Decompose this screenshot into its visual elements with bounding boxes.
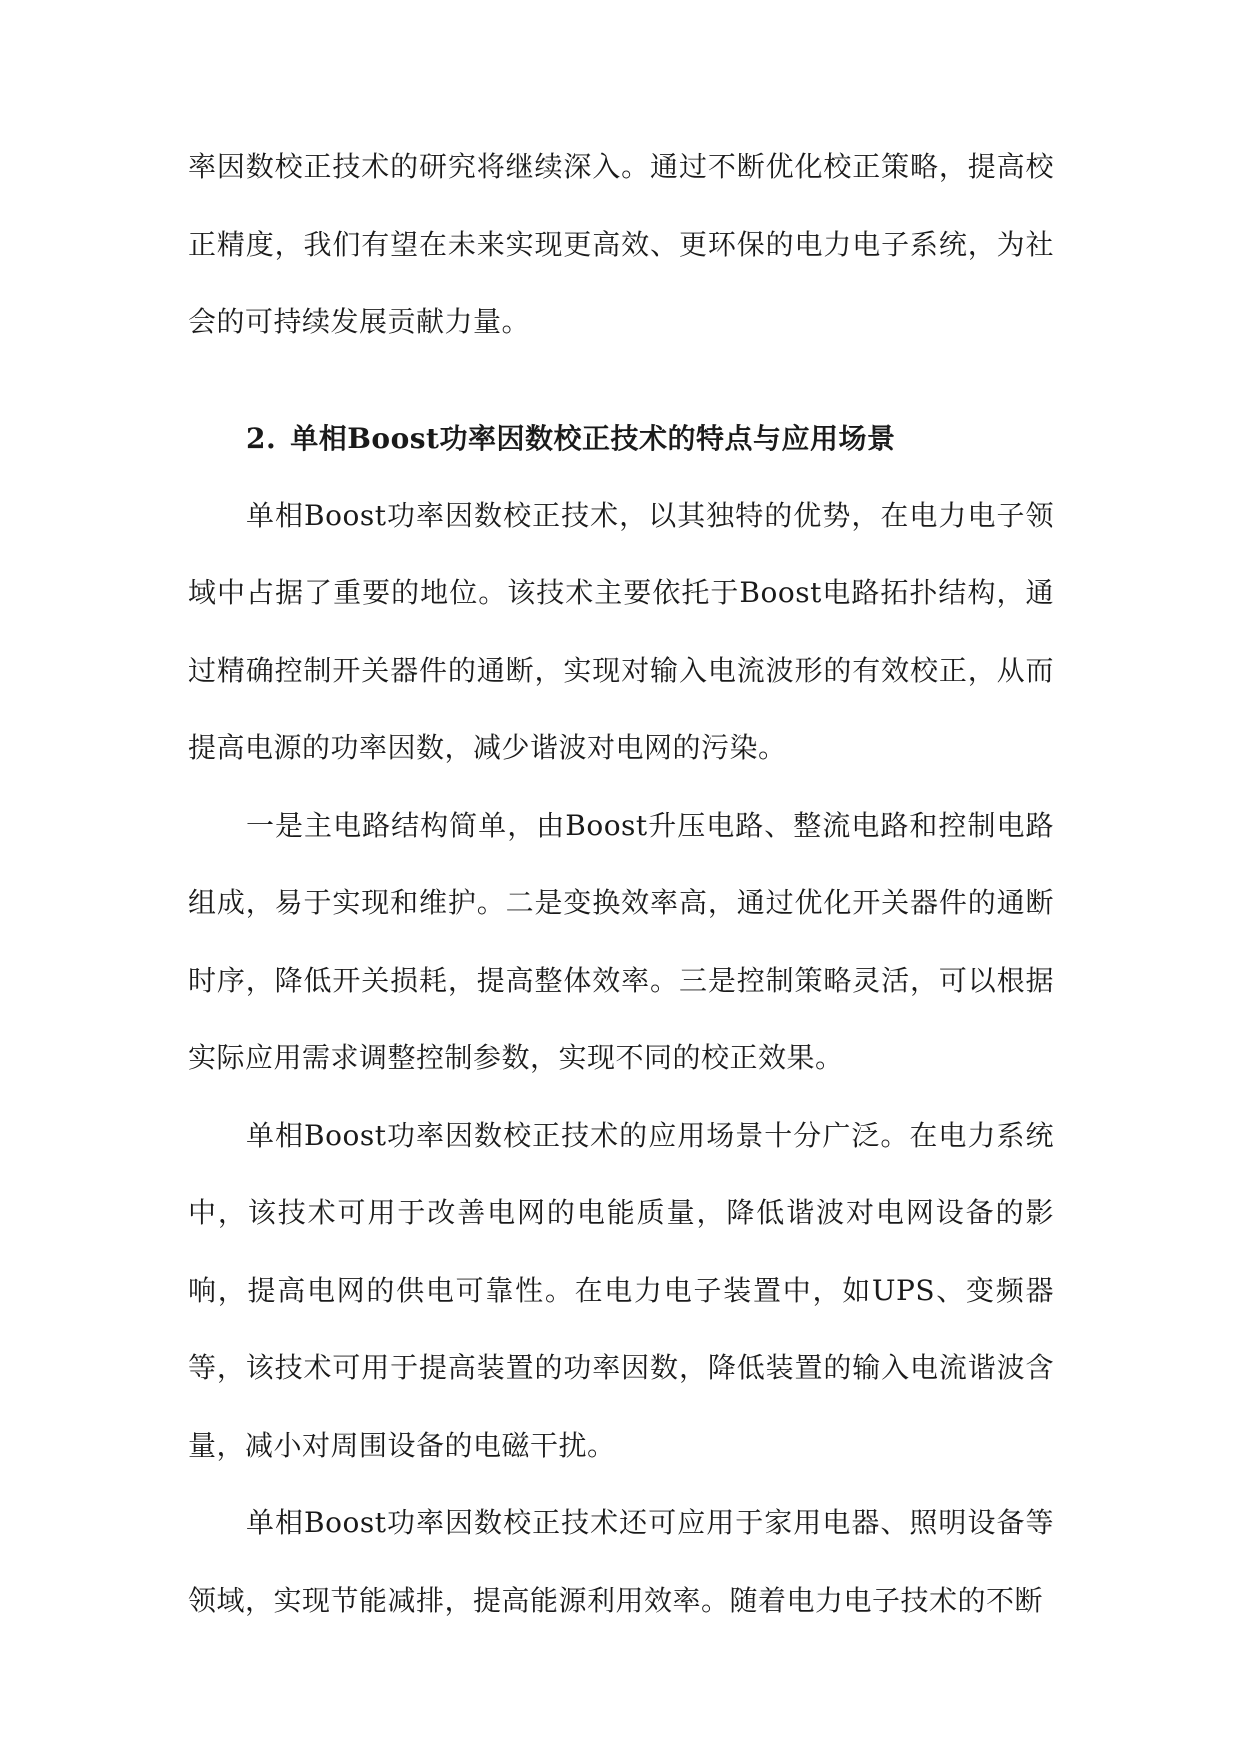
- paragraph-3: 单相Boost功率因数校正技术的应用场景十分广泛。在电力系统中，该技术可用于改善电网的电能质量，降低谐波对电网设备的影响，提高电网的供电可靠性。在电力电子装置中，如UPS、变频器等，该技术可用于提高装置的功率因数，降低装置的输入电流谐波含量，减小对周围设备的电磁干扰。: [188, 1118, 1054, 1462]
- document-page: [188, 128, 1054, 1639]
- section-number: 2.: [246, 421, 277, 455]
- paragraph-2: 一是主电路结构简单，由Boost升压电路、整流电路和控制电路组成，易于实现和维护。二是变换效率高，通过优化开关器件的通断时序，降低开关损耗，提高整体效率。三是控制策略灵活，可以根据实际应用需求调整控制参数，实现不同的校正效果。: [188, 808, 1054, 1074]
- paragraph-1: 单相Boost功率因数校正技术，以其独特的优势，在电力电子领域中占据了重要的地位。该技术主要依托于Boost电路拓扑结构，通过精确控制开关器件的通断，实现对输入电流波形的有效校正，从而提高电源的功率因数，减少谐波对电网的污染。: [188, 498, 1054, 764]
- section-heading: [188, 401, 1054, 477]
- section-title: 单相Boost功率因数校正技术的特点与应用场景: [290, 421, 896, 455]
- paragraph-continued: 率因数校正技术的研究将继续深入。通过不断优化校正策略，提高校正精度，我们有望在未来实现更高效、更环保的电力电子系统，为社会的可持续发展贡献力量。: [188, 150, 1054, 338]
- paragraph-4: 单相Boost功率因数校正技术还可应用于家用电器、照明设备等领域，实现节能减排，提高能源利用效率。随着电力电子技术的不断: [188, 1506, 1054, 1617]
